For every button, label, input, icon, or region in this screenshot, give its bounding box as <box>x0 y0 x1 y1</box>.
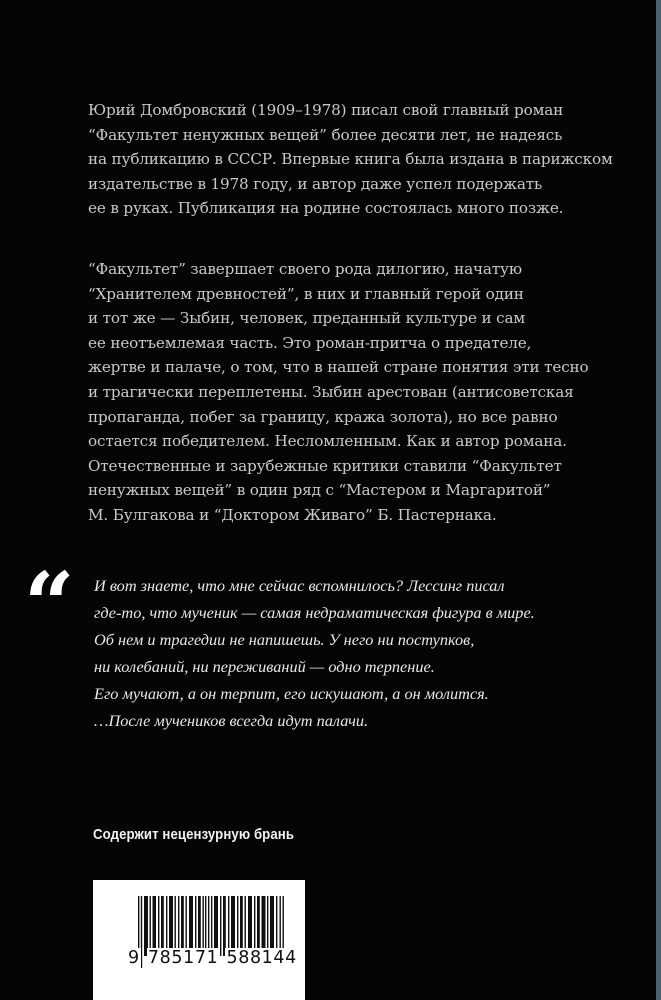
text-line: “Факультет ненужных вещей” более десяти лет, не надеясь <box>88 125 563 144</box>
quote-line: …После мучеников всегда идут палачи. <box>94 711 369 730</box>
description-paragraph-1 <box>88 98 648 221</box>
text-line: пропаганда, побег за границу, кража золота), но все равно <box>88 407 558 426</box>
text-line: Юрий Домбровский (1909–1978) писал свой главный роман <box>88 101 564 119</box>
text-line: ее в руках. Публикация на родине состоялась много позже. <box>88 199 564 218</box>
text-line: ее неотъемлемая часть. Это роман-притча о предателе, <box>88 333 532 352</box>
quote-line: где-то, что мученик — самая недраматическая фигура в мире. <box>94 603 535 622</box>
text-line: издательстве в 1978 году, и автор даже успел подержать <box>88 174 543 193</box>
text-line: и трагически переплетены. Зыбин арестован (антисоветская <box>88 382 574 401</box>
isbn-barcode <box>93 880 305 1000</box>
quote-line: И вот знаете, что мне сейчас вспомнилось? Лессинг писал <box>94 576 505 595</box>
isbn-number <box>127 948 298 968</box>
description-paragraph-2 <box>88 257 648 528</box>
isbn-group-1: 785171 <box>147 948 219 968</box>
text-line: ненужных вещей” в один ряд с “Мастером и Маргаритой” <box>88 481 551 500</box>
text-line: на публикацию в СССР. Впервые книга была издана в парижском <box>88 150 613 169</box>
text-line: остается победителем. Несломленным. Как и автор романа. <box>88 432 567 451</box>
isbn-group-2: 588144 <box>226 948 297 968</box>
quote-mark-icon: “ <box>24 552 69 656</box>
quote-line: ни колебаний, ни переживаний — одно терпение. <box>94 657 435 676</box>
content-warning-label: Содержит нецензурную брань <box>93 826 295 843</box>
text-line: “Факультет” завершает своего рода дилогию, начатую <box>88 260 522 278</box>
quote-line: Об нем и трагедии не напишешь. У него ни поступков, <box>94 630 475 649</box>
quote-line: Его мучают, а он терпит, его искушают, а он молится. <box>94 684 489 703</box>
text-line: “Хранителем древностей”, в них и главный герой один <box>88 284 524 303</box>
excerpt-quote <box>94 572 654 734</box>
text-line: М. Булгакова и “Доктором Живаго” Б. Пастернака. <box>88 505 497 524</box>
text-line: жертве и палаче, о том, что в нашей стране понятия эти тесно <box>88 358 589 377</box>
edge-strip <box>656 0 661 1000</box>
text-line: Отечественные и зарубежные критики ставили “Факультет <box>88 456 562 475</box>
text-line: и тот же — Зыбин, человек, преданный культуре и сам <box>88 309 526 328</box>
isbn-prefix: 9 <box>128 948 140 968</box>
